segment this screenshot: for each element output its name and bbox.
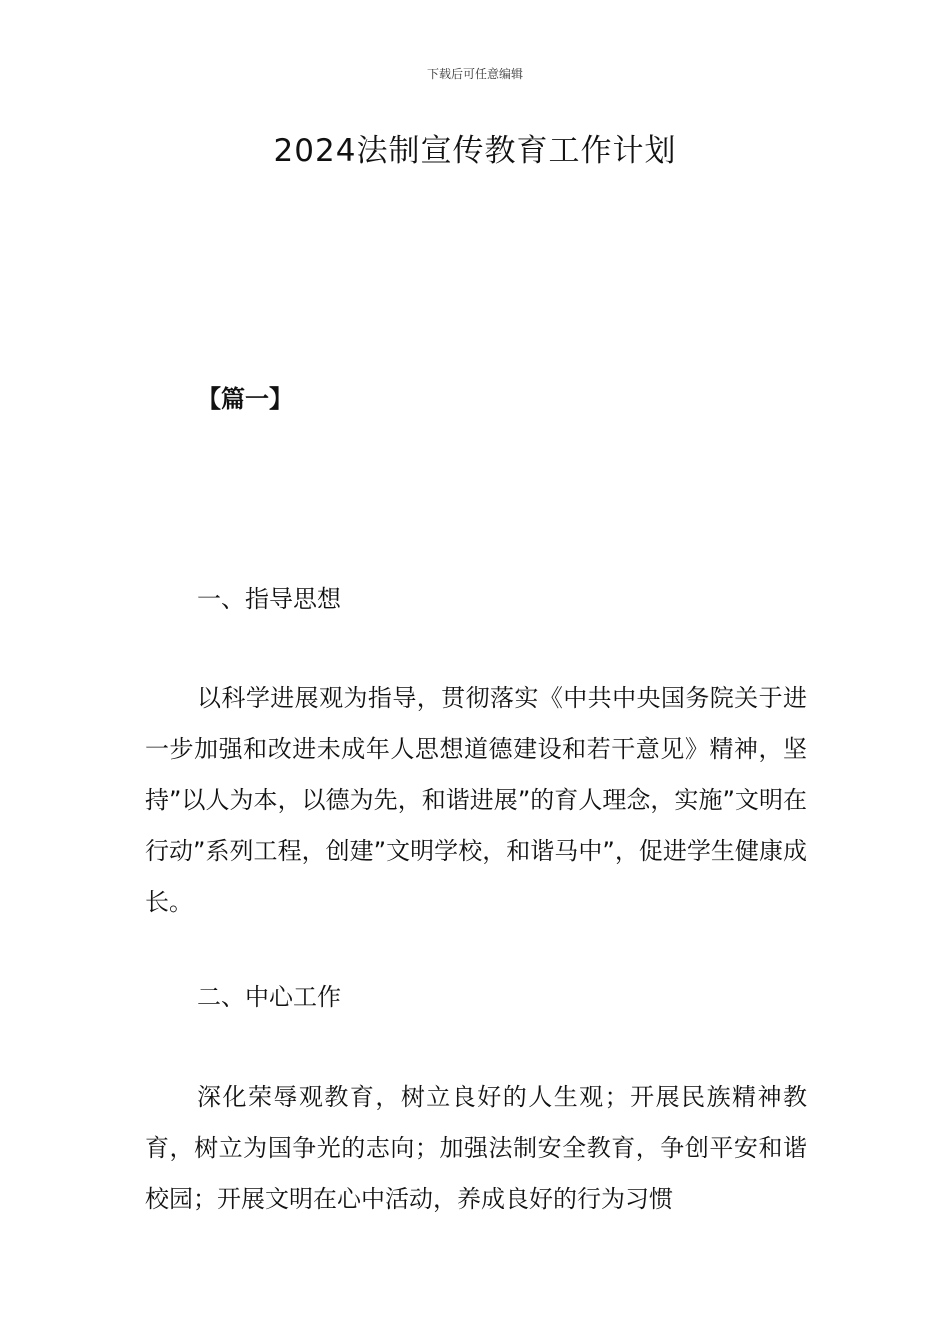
document-title: 2024法制宣传教育工作计划 (273, 133, 677, 169)
section-heading-central-work: 二、中心工作 (197, 983, 341, 1011)
paragraph-guiding-ideology: 以科学进展观为指导，贯彻落实《中共中央国务院关于进一步加强和改进未成年人思想道德建设和若干意见》精神，坚持”以人为本，以德为先，和谐进展”的育人理念，实施”文明在行动”系列工程，创建”文明学校，和谐马中”，促进学生健康成长。 (145, 684, 807, 916)
download-note: 下载后可任意编辑 (426, 67, 523, 81)
section-marker: 【篇一】 (197, 385, 293, 413)
paragraph-central-work: 深化荣辱观教育，树立良好的人生观；开展民族精神教育，树立为国争光的志向；加强法制安全教育，争创平安和谐校园；开展文明在心中活动，养成良好的行为习惯 (145, 1083, 807, 1213)
section-heading-guiding-ideology: 一、指导思想 (197, 585, 341, 613)
